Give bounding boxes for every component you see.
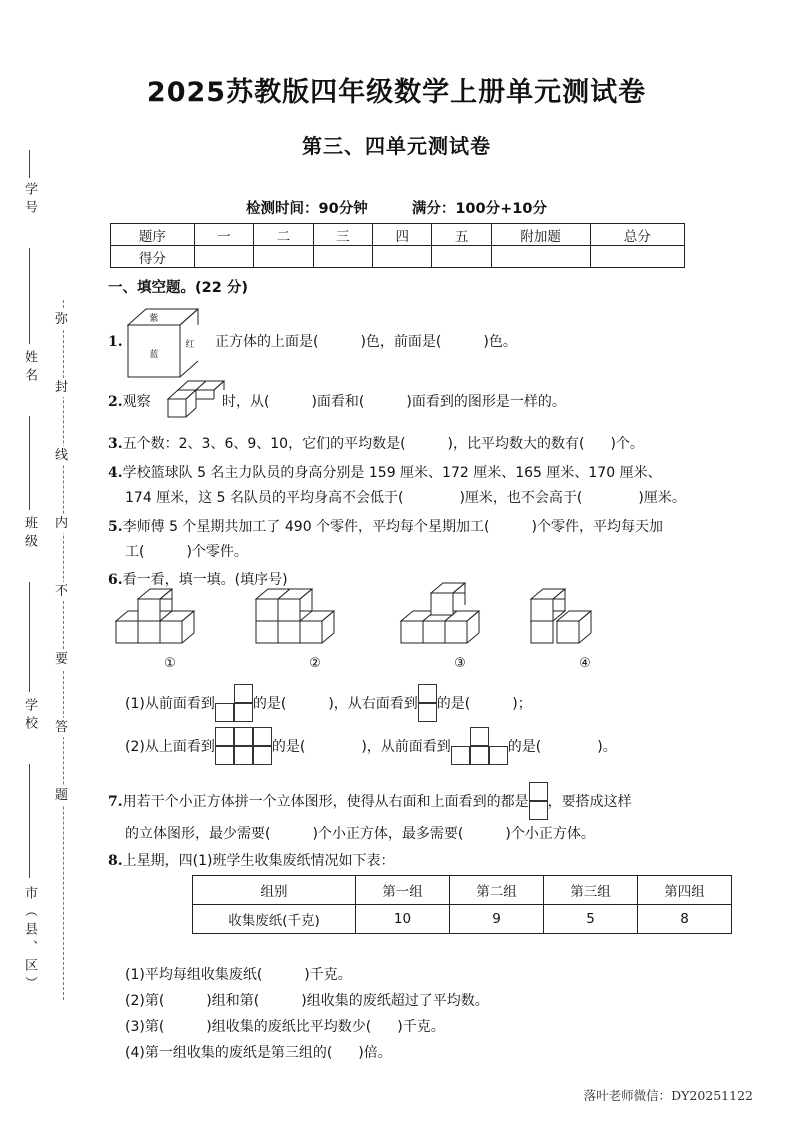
q7-shape-vertical-domino <box>529 782 548 820</box>
question-8-sub-2 <box>125 989 489 1014</box>
seal-outer-column <box>18 150 44 1070</box>
question-6-number: 6. <box>108 572 123 588</box>
question-2 <box>108 390 151 415</box>
question-7-line-2 <box>125 822 595 847</box>
q4-line-1: 学校篮球队 5 名主力队员的身高分别是 159 厘米、172 厘米、165 厘米、170 厘米、 <box>122 465 662 481</box>
question-5-line-2 <box>125 540 248 565</box>
question-6-sub-2 <box>125 727 617 765</box>
score-cell[interactable] <box>590 246 684 268</box>
seal-char-2: 封 <box>55 380 69 395</box>
q7-text-c: 的立体图形，最少需要( <box>125 826 271 842</box>
score-table-col-total: 总分 <box>590 224 684 246</box>
q6-solid-2 <box>250 585 380 651</box>
question-7 <box>108 782 632 820</box>
q7-text-b: ，要搭成这样 <box>547 794 632 810</box>
seal-char-3: 线 <box>55 448 69 463</box>
question-8 <box>108 849 394 874</box>
seal-rule <box>29 582 30 692</box>
q6-sub1-text-e: )； <box>512 696 532 712</box>
score-table-col-2: 二 <box>254 224 313 246</box>
q6-sub2-text-c: )，从前面看到 <box>361 739 451 755</box>
exam-time-label: 检测时间：90分钟 <box>246 201 368 217</box>
seal-label-city-district: 市（县、区） <box>22 886 37 994</box>
q8-value-2: 9 <box>450 905 544 934</box>
q8-sub4-text-a: (4)第一组收集的废纸是第三组的( <box>125 1045 333 1061</box>
q1-label-top: 紫 <box>149 314 159 324</box>
q8-col-group-3: 第三组 <box>544 876 638 905</box>
q6-figure-4 <box>525 585 645 671</box>
q6-shape-t-tetromino <box>451 727 508 765</box>
q6-figure-2 <box>250 585 380 671</box>
q6-caption-4: ④ <box>579 656 591 671</box>
q8-col-group-1: 第一组 <box>356 876 450 905</box>
score-table-col-1: 一 <box>194 224 253 246</box>
question-8-sub-1 <box>125 963 352 988</box>
q7-text-a: 用若干个小正方体拼一个立体图形，使得从右面和上面看到的都是 <box>122 794 529 810</box>
q6-solid-3 <box>395 585 525 651</box>
score-table-row-label: 题序 <box>111 224 195 246</box>
seal-char-6: 要 <box>55 652 69 667</box>
q6-shape-3x2-grid <box>215 727 272 765</box>
page-subtitle: 第三、四单元测试卷 <box>302 134 491 158</box>
question-6-sub-1 <box>125 684 532 722</box>
question-2-text <box>222 390 566 415</box>
q7-text-d: )个小正方体，最多需要( <box>312 826 464 842</box>
q8-value-4: 8 <box>638 905 732 934</box>
exam-score-label: 满分：100分+10分 <box>411 201 547 217</box>
score-table-col-3: 三 <box>313 224 372 246</box>
q7-text-e: )个小正方体。 <box>505 826 595 842</box>
question-8-sub-4 <box>125 1041 392 1066</box>
q3-text-a: 五个数：2、3、6、9、10，它们的平均数是( <box>122 436 406 452</box>
question-1 <box>108 330 123 355</box>
q1-label-right: 红 <box>185 340 195 350</box>
question-4-number: 4. <box>108 465 123 481</box>
q8-sub3-text-a: (3)第( <box>125 1019 165 1035</box>
question-5 <box>108 515 663 540</box>
q2-text-d: )面看到的图形是一样的。 <box>406 394 566 410</box>
q6-figure-3 <box>395 585 525 671</box>
q2-text-c: )面看和( <box>311 394 365 410</box>
seal-char-1: 弥 <box>55 312 69 327</box>
q6-sub2-text-b: 的是( <box>271 739 306 755</box>
question-4-line-2 <box>125 486 686 511</box>
q8-sub2-text-b: )组和第( <box>206 993 260 1009</box>
question-3-number: 3. <box>108 436 123 452</box>
q6-sub1-text-a: (1)从前面看到 <box>125 696 215 712</box>
seal-char-5: 不 <box>55 584 69 599</box>
score-table-col-5: 五 <box>432 224 491 246</box>
q1-label-front: 蓝 <box>149 350 159 360</box>
q6-figure-row <box>110 585 680 680</box>
table-row <box>111 246 685 268</box>
seal-label-class: 班级 <box>22 516 37 552</box>
table-row <box>111 224 685 246</box>
q8-col-group-2: 第二组 <box>450 876 544 905</box>
seal-char-4: 内 <box>55 516 69 531</box>
q4-text-c: )厘米。 <box>638 490 686 506</box>
score-cell[interactable] <box>373 246 432 268</box>
q1-text-a: 正方体的上面是( <box>215 334 319 350</box>
question-1-number: 1. <box>108 334 123 350</box>
q6-figure-1 <box>110 585 230 671</box>
score-cell[interactable] <box>254 246 313 268</box>
footer-watermark: 落叶老师微信：DY20251122 <box>583 1088 753 1103</box>
q8-sub3-text-c: )千克。 <box>397 1019 445 1035</box>
question-3 <box>108 432 644 457</box>
seal-label-student-id: 学号 <box>22 182 37 218</box>
seal-rule <box>29 416 30 510</box>
q6-sub2-text-d: 的是( <box>507 739 542 755</box>
q4-text-a: 174 厘米，这 5 名队员的平均身高不会低于( <box>125 490 404 506</box>
score-cell[interactable] <box>432 246 491 268</box>
q8-sub2-text-c: )组收集的废纸超过了平均数。 <box>301 993 489 1009</box>
q1-text-b: )色，前面是( <box>360 334 442 350</box>
q6-solid-1 <box>110 585 230 651</box>
q6-shape-vertical-domino <box>418 684 437 722</box>
score-table-col-bonus: 附加题 <box>491 224 590 246</box>
section-heading-fill-blank: 一、填空题。(22 分) <box>108 280 248 296</box>
q6-sub1-text-d: 的是( <box>436 696 471 712</box>
q2-solid-figure <box>156 377 224 421</box>
q5-text-b: )个零件，平均每天加 <box>531 519 663 535</box>
q6-solid-4 <box>525 585 645 651</box>
seal-char-8: 题 <box>55 788 69 803</box>
q5-text-d: )个零件。 <box>186 544 248 560</box>
q8-value-1: 10 <box>356 905 450 934</box>
q1-cube-figure <box>122 303 227 381</box>
q6-shape-l-tromino <box>215 684 253 722</box>
q8-sub1-text-b: )千克。 <box>304 967 352 983</box>
score-table-row-label: 得分 <box>111 246 195 268</box>
q2-text-a: 观察 <box>122 394 151 410</box>
q1-text-c: )色。 <box>483 334 517 350</box>
q6-caption-1: ① <box>164 656 176 671</box>
q8-sub1-text-a: (1)平均每组收集废纸( <box>125 967 263 983</box>
score-cell[interactable] <box>194 246 253 268</box>
table-row <box>193 876 732 905</box>
q8-row-header-group: 组别 <box>193 876 356 905</box>
q6-sub2-text-a: (2)从上面看到 <box>125 739 215 755</box>
q8-sub4-text-b: )倍。 <box>358 1045 392 1061</box>
score-table-col-4: 四 <box>373 224 432 246</box>
q8-sub2-text-a: (2)第( <box>125 993 165 1009</box>
page-title: 2025苏教版四年级数学上册单元测试卷 <box>146 77 647 108</box>
q8-text: 上星期，四(1)班学生收集废纸情况如下表： <box>122 853 395 869</box>
q6-sub1-text-c: )，从右面看到 <box>328 696 418 712</box>
exam-meta <box>0 197 793 218</box>
seal-label-name: 姓名 <box>22 350 37 386</box>
seal-inner-column <box>52 300 76 1000</box>
seal-rule <box>29 248 30 344</box>
q3-text-c: )个。 <box>610 436 644 452</box>
q6-text: 看一看，填一填。(填序号) <box>122 572 288 588</box>
q4-text-b: )厘米，也不会高于( <box>459 490 583 506</box>
question-8-number: 8. <box>108 853 123 869</box>
q8-row-header-weight: 收集废纸(千克) <box>193 905 356 934</box>
q6-sub1-text-b: 的是( <box>252 696 287 712</box>
question-5-number: 5. <box>108 519 123 535</box>
seal-char-7: 答 <box>55 720 69 735</box>
q8-col-group-4: 第四组 <box>638 876 732 905</box>
q8-sub3-text-b: )组收集的废纸比平均数少( <box>206 1019 372 1035</box>
score-cell[interactable] <box>313 246 372 268</box>
seal-rule <box>29 764 30 878</box>
question-2-number: 2. <box>108 394 123 410</box>
q5-text-c: 工( <box>125 544 145 560</box>
question-1-text <box>215 330 517 355</box>
table-row <box>193 905 732 934</box>
seal-label-school: 学校 <box>22 698 37 734</box>
q3-text-b: )，比平均数大的数有( <box>447 436 585 452</box>
q8-value-3: 5 <box>544 905 638 934</box>
question-7-number: 7. <box>108 794 123 810</box>
score-table <box>110 223 685 268</box>
question-4 <box>108 461 662 486</box>
question-8-sub-3 <box>125 1015 445 1040</box>
score-cell[interactable] <box>491 246 590 268</box>
q6-sub2-text-e: )。 <box>597 739 617 755</box>
q5-text-a: 李师傅 5 个星期共加工了 490 个零件，平均每个星期加工( <box>122 519 490 535</box>
q6-caption-2: ② <box>309 656 321 671</box>
q8-data-table <box>192 875 732 934</box>
q2-text-b: 时，从( <box>222 394 270 410</box>
q6-caption-3: ③ <box>454 656 466 671</box>
